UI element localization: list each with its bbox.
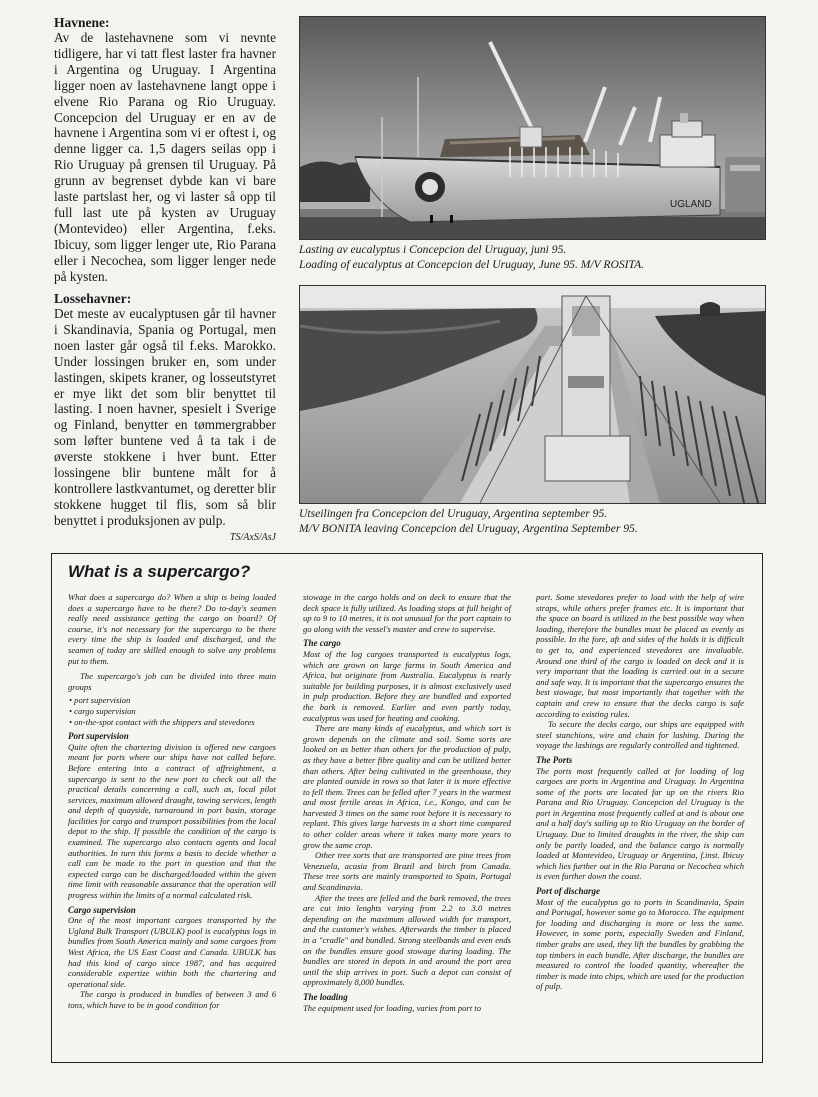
supercargo-column-1 xyxy=(68,592,276,1011)
lossehavner-section xyxy=(54,291,276,546)
hull-lettering: UGLAND xyxy=(670,199,712,210)
river-departure-image xyxy=(300,286,765,503)
the-ports-heading: The Ports xyxy=(536,754,573,765)
lossehavner-heading: Lossehavner: xyxy=(54,291,132,306)
photo2-caption-norwegian: Utseilingen fra Concepcion del Uruguay, Argentina september 95. xyxy=(299,507,608,520)
photo-loading-ship xyxy=(299,16,766,240)
cargo-supervision-text-2: The cargo is produced in bundles of between 3 and 6 tons, which have to be in good condition for xyxy=(68,989,276,1010)
port-supervision-text: Quite often the chartering division is offered new cargoes meant for ports where our ships have not called before. Before entering into a contract of affreightment, a supercargo is sent to the new port to check out all the practical details concerning a call, such as, local pilot services, maximum allowed draught, towing services, length and depth of quayside, turnaround in port basin, storage facilities for cargo and transport possibilities from the local depot to the ship. If possible the condition of the cargo is examined. The supercargo also contacts agents and local authorities. In turn this forms a basis to decide whether a call can be made to the port in question and that the expected cargo can be discharged/loaded within the given time limit with reasonable assurance that the operation will progress within the limits of a normal calculated risk. xyxy=(68,741,276,901)
other-trees-text: Other tree sorts that are transported are pine trees from Venezuela, acasia from Brazil and birch from Canada. These tree sorts are mainly transported to Spain, Portugal and Scandinavia. xyxy=(303,850,511,893)
port-of-discharge-text: Most of the eucalyptus go to ports in Scandinavia, Spain and Portugal, however some go to Morocco. The equipment for loading and discharging is more or less the same. However, in some ports, especially Sweden and Finland, timber grabs are used, they lift the bundles by grabbing the top timbers in each bundle. After discharge, the bundles are measured to control the loaded quantity, whereafter the timber is made into chips, which are used for the production of pulp. xyxy=(536,896,744,992)
photo-river-departure xyxy=(299,285,766,504)
the-ports-text: The ports most frequently called at for loading of log cargoes are ports in Argentina and Uruguay. In Argentina some of the ports are located far up on the rivers Rio Parana and Rio Uruguay. Concepcion del Uruguay is the port in Argentina most frequently called at and is about one and a half day's sailing up to Rio Uruguay on the border of Uruguay. Due to limited draughts in the river, the ship can only be partly loaded, and the balance cargo is normally loaded at Montevideo, Uruguay or Argentina, f.inst. Ibicuy which lies further out in the Rio Parana or Necochea which is even further down the coast. xyxy=(536,765,744,882)
the-cargo-heading: The cargo xyxy=(303,638,341,649)
the-loading-heading: The loading xyxy=(303,991,348,1002)
the-cargo-text: Most of the log cargoes transported is eucalyptus logs, which are grown on large farms in South America and Africa, but originate from Australia. Eucalyptus is rearly suitable for building purposes, it is almost exclusively used in pulp production. Before they are bundled and exported the bark is removed. Earlier and even partly today, eucalyptus was used for heating and cooking. xyxy=(303,648,511,723)
lashing-text: To secure the decks cargo, our ships are equipped with steel stanchions, wire and chain for lashing. During the voyage the lashings are regularly controlled and tightened. xyxy=(536,719,744,751)
list-item: • on-the-spot contact with the shippers and stevedores xyxy=(78,717,276,728)
author-signature: TS/AxS/AsJ xyxy=(229,531,276,543)
havnene-body: Av de lastehavnene som vi nevnte tidligere, har vi tatt flest laster fra havner i Argentina og Uruguay. I Argentina ligger noen av lastehavnene langt oppe i elvene Rio Parana og Rio Uruguay. Concepcion del Uruguay er en av de havnene i Argentina som vi er oftest i, og denne ligger ca. 1,5 dagers seilas opp i Rio Uruguay på grensen til Uruguay. På grunn av begrenset dybde kan vi bare laste partslast her, og vi laster så opp til full last ute på kysten av Uruguay (Montevideo) eller Argentina, f.eks. Ibicuy, som ligger lenger ute, Rio Parana eller i Necochea, som ligger lenger nede på kysten. xyxy=(54,30,276,284)
list-item: • cargo supervision xyxy=(78,706,276,717)
photo1-caption xyxy=(299,243,644,272)
supercargo-title: What is a supercargo? xyxy=(68,562,251,581)
supercargo-column-3 xyxy=(536,592,744,992)
felling-text: After the trees are felled and the bark removed, the trees are cut into lenghts varying from 2.2 to 3.0 metres depending on the maximum allowed width for transport, and the customer's wishes. Afterwards the timber is placed in a "cradle" and bundled. Strong steelbands and even ends on the bundles ensure good stowage during loading. The bundles are stored in depots in and around the port area until the ship arrives in port. Such a depot can consist of approximately 8,000 bundles. xyxy=(303,892,511,988)
photo2-caption-english: M/V BONITA leaving Concepcion del Uruguay, Argentina September 95. xyxy=(299,521,638,535)
eucalyptus-kinds-text: There are many kinds of eucalyptus, and which sort is grown depends on the climate and soil. Some sorts are looked on as better than others for the production of pulp, as they have a better fibre quality and can be utilized better than others. After being cultivated in the greenhouse, they are planted outside in rows so that later it is more effective to fell them. Trees can be felled after 7 years in the warmest and most fertile areas in Africa, i.e., Kongo, and can be harvested 3 times on the same root before it is necessary to replant. This gives large harvests in a short time compared to other colder areas where it takes many more years to grow the same crop. xyxy=(303,723,511,850)
photo2-caption xyxy=(299,507,638,536)
intro-paragraph: What does a supercargo do? When a ship is being loaded does a supercargo have to be there? Do to-day's seamen really need assistance getting the cargo on board? Of course, it's not necessary for the supercargo to be there every time the ship is loaded and discharged, and the seamen of today are skilled enough to solve any problems put to them. xyxy=(68,592,276,666)
photo1-caption-english: Loading of eucalyptus at Concepcion del Uruguay, June 95. M/V ROSITA. xyxy=(299,257,645,271)
stevedores-paragraph: port. Some stevedores prefer to load with the help of wire straps, while others prefer frames etc. It is important that the space on board is utilized in the best possible way when loading, therefore the bundles must be placed as evenly as possible. In the fore, aft and sides of the holds it is difficult to get to, and experienced stevedores are invaluable. Around one third of the cargo is loaded on deck and it is very important that the loading is carried out in a secure and safe way. It is important that the supercargo ensures the best stowage, but most importantly that together with the captain and crew to ensure that the decks cargo is safe according to existing rules. xyxy=(536,592,744,719)
port-of-discharge-heading: Port of discharge xyxy=(536,886,600,897)
havnene-section xyxy=(54,15,276,285)
list-item: • port supervision xyxy=(78,695,276,706)
the-loading-text: The equipment used for loading, varies from port to xyxy=(303,1002,481,1013)
cargo-supervision-text: One of the most important cargoes transported by the Ugland Bulk Transport (UBULK) pool is eucalyptus logs in bundles from South America mainly and some cargoes from West Africa, the US East Coast and Canada. UBULK has had this kind of cargo since 1987, and has acquired considerable expertize within both the chartering and operational side. xyxy=(68,915,276,989)
supercargo-box xyxy=(51,553,763,1063)
ship-loading-image xyxy=(300,17,765,239)
havnene-heading: Havnene: xyxy=(54,15,110,30)
supercargo-column-2 xyxy=(303,592,511,1013)
intro-groups: The supercargo's job can be divided into three main groups xyxy=(68,671,276,692)
stowage-paragraph: stowage in the cargo holds and on deck to ensure that the deck space is fully utilized. As loading stops at full height of up to 9 to 10 metres, it is not unusual for the port captain to go along with the vessel's master and crew to supervise. xyxy=(303,592,511,634)
job-groups-list xyxy=(68,695,276,727)
cargo-supervision-heading: Cargo supervision xyxy=(68,904,136,915)
photo1-caption-norwegian: Lasting av eucalyptus i Concepcion del Uruguay, juni 95. xyxy=(299,243,567,256)
lossehavner-body: Det meste av eucalyptusen går til havner i Skandinavia, Spania og Portugal, men noen laster går også til f.eks. Marokko. Under lossingen bruker en, som under lastingen, skipets kraner, og losseutstyret er mye likt det som blir benyttet til lasting. I noen havner, spesielt i Sverige og Finland, benytter en tømmergrabber som løfter buntene ved å ta tak i de øverste stokkene i hver bunt. Etter lossingene blir buntene målt for å kontrollere lastkvantumet, og deretter blir stokkene hugget til flis, som så blir benyttet i produksjonen av pulp. xyxy=(54,306,276,528)
port-supervision-heading: Port supervision xyxy=(68,731,129,742)
